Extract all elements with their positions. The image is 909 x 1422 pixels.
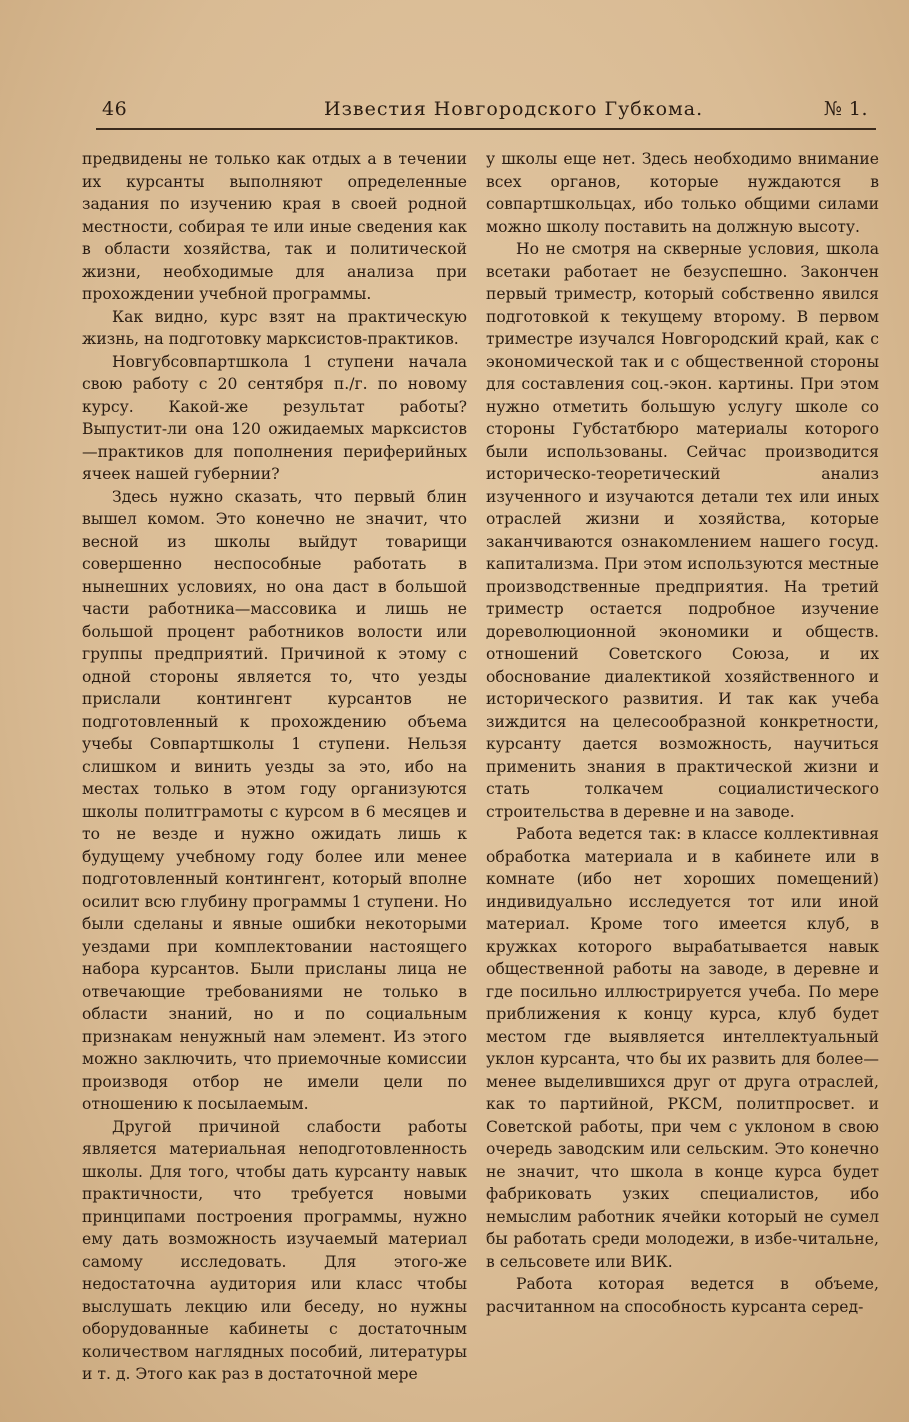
paragraph: Работа которая ведется в объеме, расчитанном на способность курсанта серед-	[486, 1275, 879, 1316]
running-header	[96, 94, 876, 128]
journal-title: Известия Новгородского Губкома.	[324, 98, 704, 120]
paragraph: Работа ведется так: в классе коллективная обработка материала и в кабинете или в комнате (ибо нет хороших помещений) индивидуально исследуется тот или иной материал. Кроме того имеется клуб, в кружках которого вырабатывается навык общественной работы на заводе, в деревне и где посильно иллюстрируется учеба. По мере приближения к концу курса, клуб будет местом где выявляется интеллектуальный уклон курсанта, что бы их развить для более—менее выделившихся друг от друга отраслей, как то партийной, РКСМ, политпросвет. и Советской работы, при чем с уклоном в свою очередь заводским или сельским. Это конечно не значит, что школа в конце курса будет фабриковать узких специалистов, ибо немыслим работник ячейки который не сумел бы работать среди молодежи, в избе-читальне, в сельсовете или ВИК.	[486, 825, 879, 1271]
issue-number: № 1.	[823, 98, 868, 120]
paragraph: у школы еще нет. Здесь необходимо внимание всех органов, которые нуждаются в совпартшкольцах, ибо только общими силами можно школу поставить на должную высоту.	[486, 150, 879, 236]
paragraph: Здесь нужно сказать, что первый блин вышел комом. Это конечно не значит, что весной из школы выйдут товарищи совершенно неспособные работать в нынешних условиях, но она даст в большой части работника—массовика и лишь не большой процент работников волости или группы предприятий. Причиной к этому с одной стороны является то, что уезды прислали контингент курсантов не подготовленный к прохождению объема учебы Совпартшколы 1 ступени. Нельзя слишком и винить уезды за это, ибо на местах только в этом году организуются школы политграмоты с курсом в 6 месяцев и то не везде и нужно ожидать лишь к будущему учебному году более или менее подготовленный контингент, который вполне осилит всю глубину программы 1 ступени. Но были сделаны и явные ошибки некоторыми уездами при комплектовании настоящего набора курсантов. Были присланы лица не отвечающие требованиями не только в области знаний, но и по социальным признакам ненужный нам элемент. Из этого можно заключить, что приемочные комиссии производя отбор не имели цели по отношению к посылаемым.	[82, 487, 467, 1113]
page-number: 46	[102, 98, 128, 120]
paragraph: Новгубсовпартшкола 1 ступени начала свою работу с 20 сентября п./г. по новому курсу. Какой-же результат работы? Выпустит-ли она 120 ожидаемых марксистов—практиков для пополнения периферийных ячеек нашей губернии?	[82, 352, 467, 483]
paragraph: Другой причиной слабости работы является материальная неподготовленность школы. Для того, чтобы дать курсанту навык практичности, что требуется новыми принципами построения программы, нужно ему дать возможность изучаемый материал самому исследовать. Для этого-же недостаточна аудитория или класс чтобы выслушать лекцию или беседу, но нужны оборудованные кабинеты с достаточным количеством наглядных пособий, литературы и т. д. Этого как раз в достаточной мере	[82, 1117, 467, 1383]
right-column	[486, 148, 879, 1318]
paragraph: Как видно, курс взят на практическую жизнь, на подготовку марксистов-практиков.	[82, 307, 467, 348]
left-column	[82, 148, 467, 1386]
paragraph: предвидены не только как отдых а в течении их курсанты выполняют определенные задания по изучению края в своей родной местности, собирая те или иные сведения как в области хозяйства, так и политической жизни, необходимые для анализа при прохождении учебной программы.	[82, 150, 467, 303]
paragraph: Но не смотря на скверные условия, школа всетаки работает не безуспешно. Закончен первый триместр, который собственно явился подготовкой к текущему второму. В первом триместре изучался Новгородский край, как с экономической так и с общественной стороны для составления соц.-экон. картины. При этом нужно отметить большую услугу школе со стороны Губстатбюро материалы которого были использованы. Сейчас производится историческо-теоретический анализ изученного и изучаются детали тех или иных отраслей жизни и хозяйства, которые заканчиваются ознакомлением нашего госуд. капитализма. При этом используются местные производственные предприятия. На третий триместр остается подробное изучение дореволюционной экономики и обществ. отношений Советского Союза, и их обоснование диалектикой хозяйственного и исторического развития. И так как учеба зиждится на целесообразной конкретности, курсанту дается возможность, научиться применить знания в практической жизни и стать толкачем социалистического строительства в деревне и на заводе.	[486, 240, 879, 821]
header-rule	[96, 128, 876, 130]
